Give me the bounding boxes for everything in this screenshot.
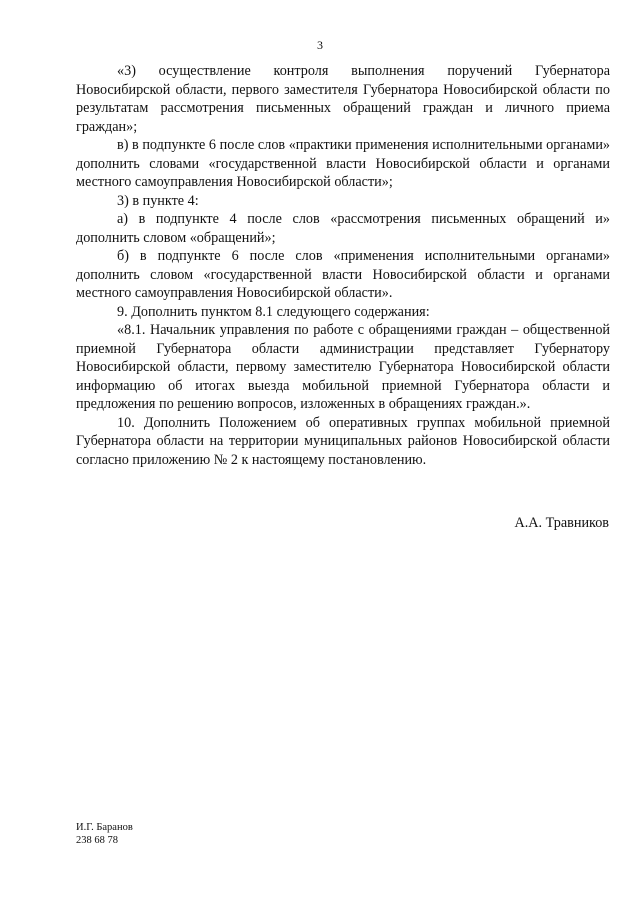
paragraph-item-8-1: «8.1. Начальник управления по работе с обращениями граждан – общественной приемной Губернатора области администрации представляет Губернатору Новосибирской области, первому заместителю Губернатора Новосибирской области информацию об итогах выезда мобильной приемной Губернатора области и предложения по решению вопросов, изложенных в обращениях граждан.». bbox=[76, 322, 610, 412]
executor-name: И.Г. Баранов bbox=[76, 822, 133, 833]
page-number: 3 bbox=[317, 38, 323, 52]
executor-phone: 238 68 78 bbox=[76, 835, 118, 846]
paragraph-item-9: 9. Дополнить пунктом 8.1 следующего содержания: bbox=[117, 303, 430, 320]
paragraph-item-3-point-4: 3) в пункте 4: bbox=[117, 192, 199, 209]
document-body bbox=[76, 62, 610, 469]
paragraph-item-3-control: «3) осуществление контроля выполнения поручений Губернатора Новосибирской области, первого заместителя Губернатора Новосибирской области по результатам рассмотрения письменных обращений граждан и личного приема граждан»; bbox=[76, 63, 610, 135]
paragraph-item-10: 10. Дополнить Положением об оперативных группах мобильной приемной Губернатора области на территории муниципальных районов Новосибирской области согласно приложению № 2 к настоящему постановлению. bbox=[76, 414, 610, 468]
executor-block bbox=[76, 821, 133, 847]
signature-name: А.А. Травников bbox=[514, 515, 609, 531]
paragraph-subitem-b: б) в подпункте 6 после слов «применения исполнительными органами» дополнить словом «государственной власти Новосибирской области и органами местного самоуправления Новосибирской области». bbox=[76, 248, 610, 301]
paragraph-subitem-a: а) в подпункте 4 после слов «рассмотрения письменных обращений и» дополнить словом «обращений»; bbox=[76, 211, 610, 246]
paragraph-subitem-v: в) в подпункте 6 после слов «практики применения исполнительными органами» дополнить словами «государственной власти Новосибирской области и органами местного самоуправления Новосибирской области»; bbox=[76, 137, 610, 190]
